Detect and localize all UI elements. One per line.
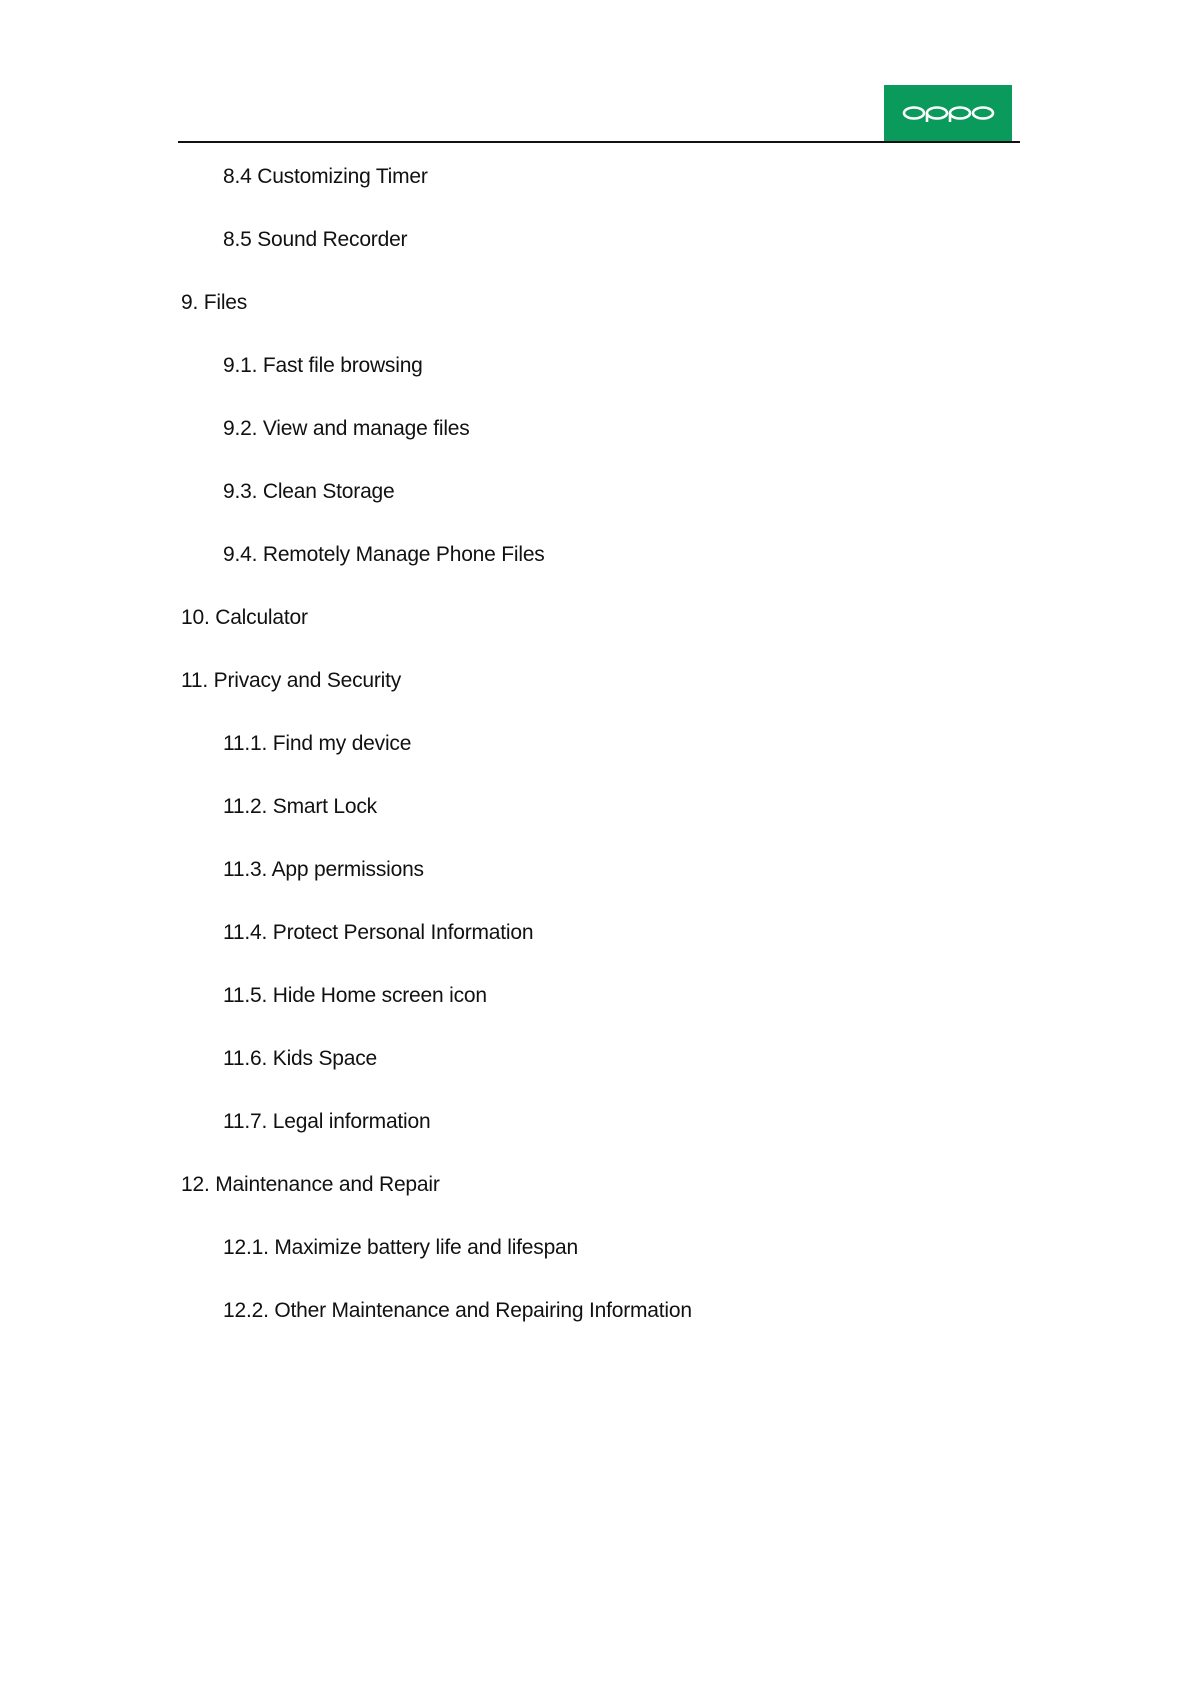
toc-item-11-5[interactable]: 11.5. Hide Home screen icon: [223, 984, 487, 1007]
toc-item-11-2[interactable]: 11.2. Smart Lock: [223, 795, 377, 818]
toc-item-9-3[interactable]: 9.3. Clean Storage: [223, 480, 395, 503]
toc-item-8-5[interactable]: 8.5 Sound Recorder: [223, 228, 408, 251]
toc-item-11-6[interactable]: 11.6. Kids Space: [223, 1047, 378, 1070]
toc-item-9-1[interactable]: 9.1. Fast file browsing: [223, 354, 423, 377]
header-divider: [178, 141, 1020, 143]
toc-item-12-1[interactable]: 12.1. Maximize battery life and lifespan: [223, 1236, 579, 1259]
toc-item-9-2[interactable]: 9.2. View and manage files: [223, 417, 470, 440]
toc-item-11-1[interactable]: 11.1. Find my device: [223, 732, 412, 755]
oppo-logo-mark: [884, 85, 1012, 141]
page-header: [178, 85, 1020, 143]
toc-item-11-4[interactable]: 11.4. Protect Personal Information: [223, 921, 534, 944]
toc-item-9[interactable]: 9. Files: [181, 291, 248, 314]
toc-item-11-7[interactable]: 11.7. Legal information: [223, 1110, 431, 1133]
toc-item-11[interactable]: 11. Privacy and Security: [181, 669, 402, 692]
toc-item-12-2[interactable]: 12.2. Other Maintenance and Repairing Information: [223, 1299, 692, 1322]
toc-item-11-3[interactable]: 11.3. App permissions: [223, 858, 424, 881]
toc-item-8-4[interactable]: 8.4 Customizing Timer: [223, 165, 428, 188]
toc-item-9-4[interactable]: 9.4. Remotely Manage Phone Files: [223, 543, 545, 566]
oppo-logo: [884, 85, 1012, 141]
toc-item-10[interactable]: 10. Calculator: [181, 606, 308, 629]
toc-item-12[interactable]: 12. Maintenance and Repair: [181, 1173, 440, 1196]
